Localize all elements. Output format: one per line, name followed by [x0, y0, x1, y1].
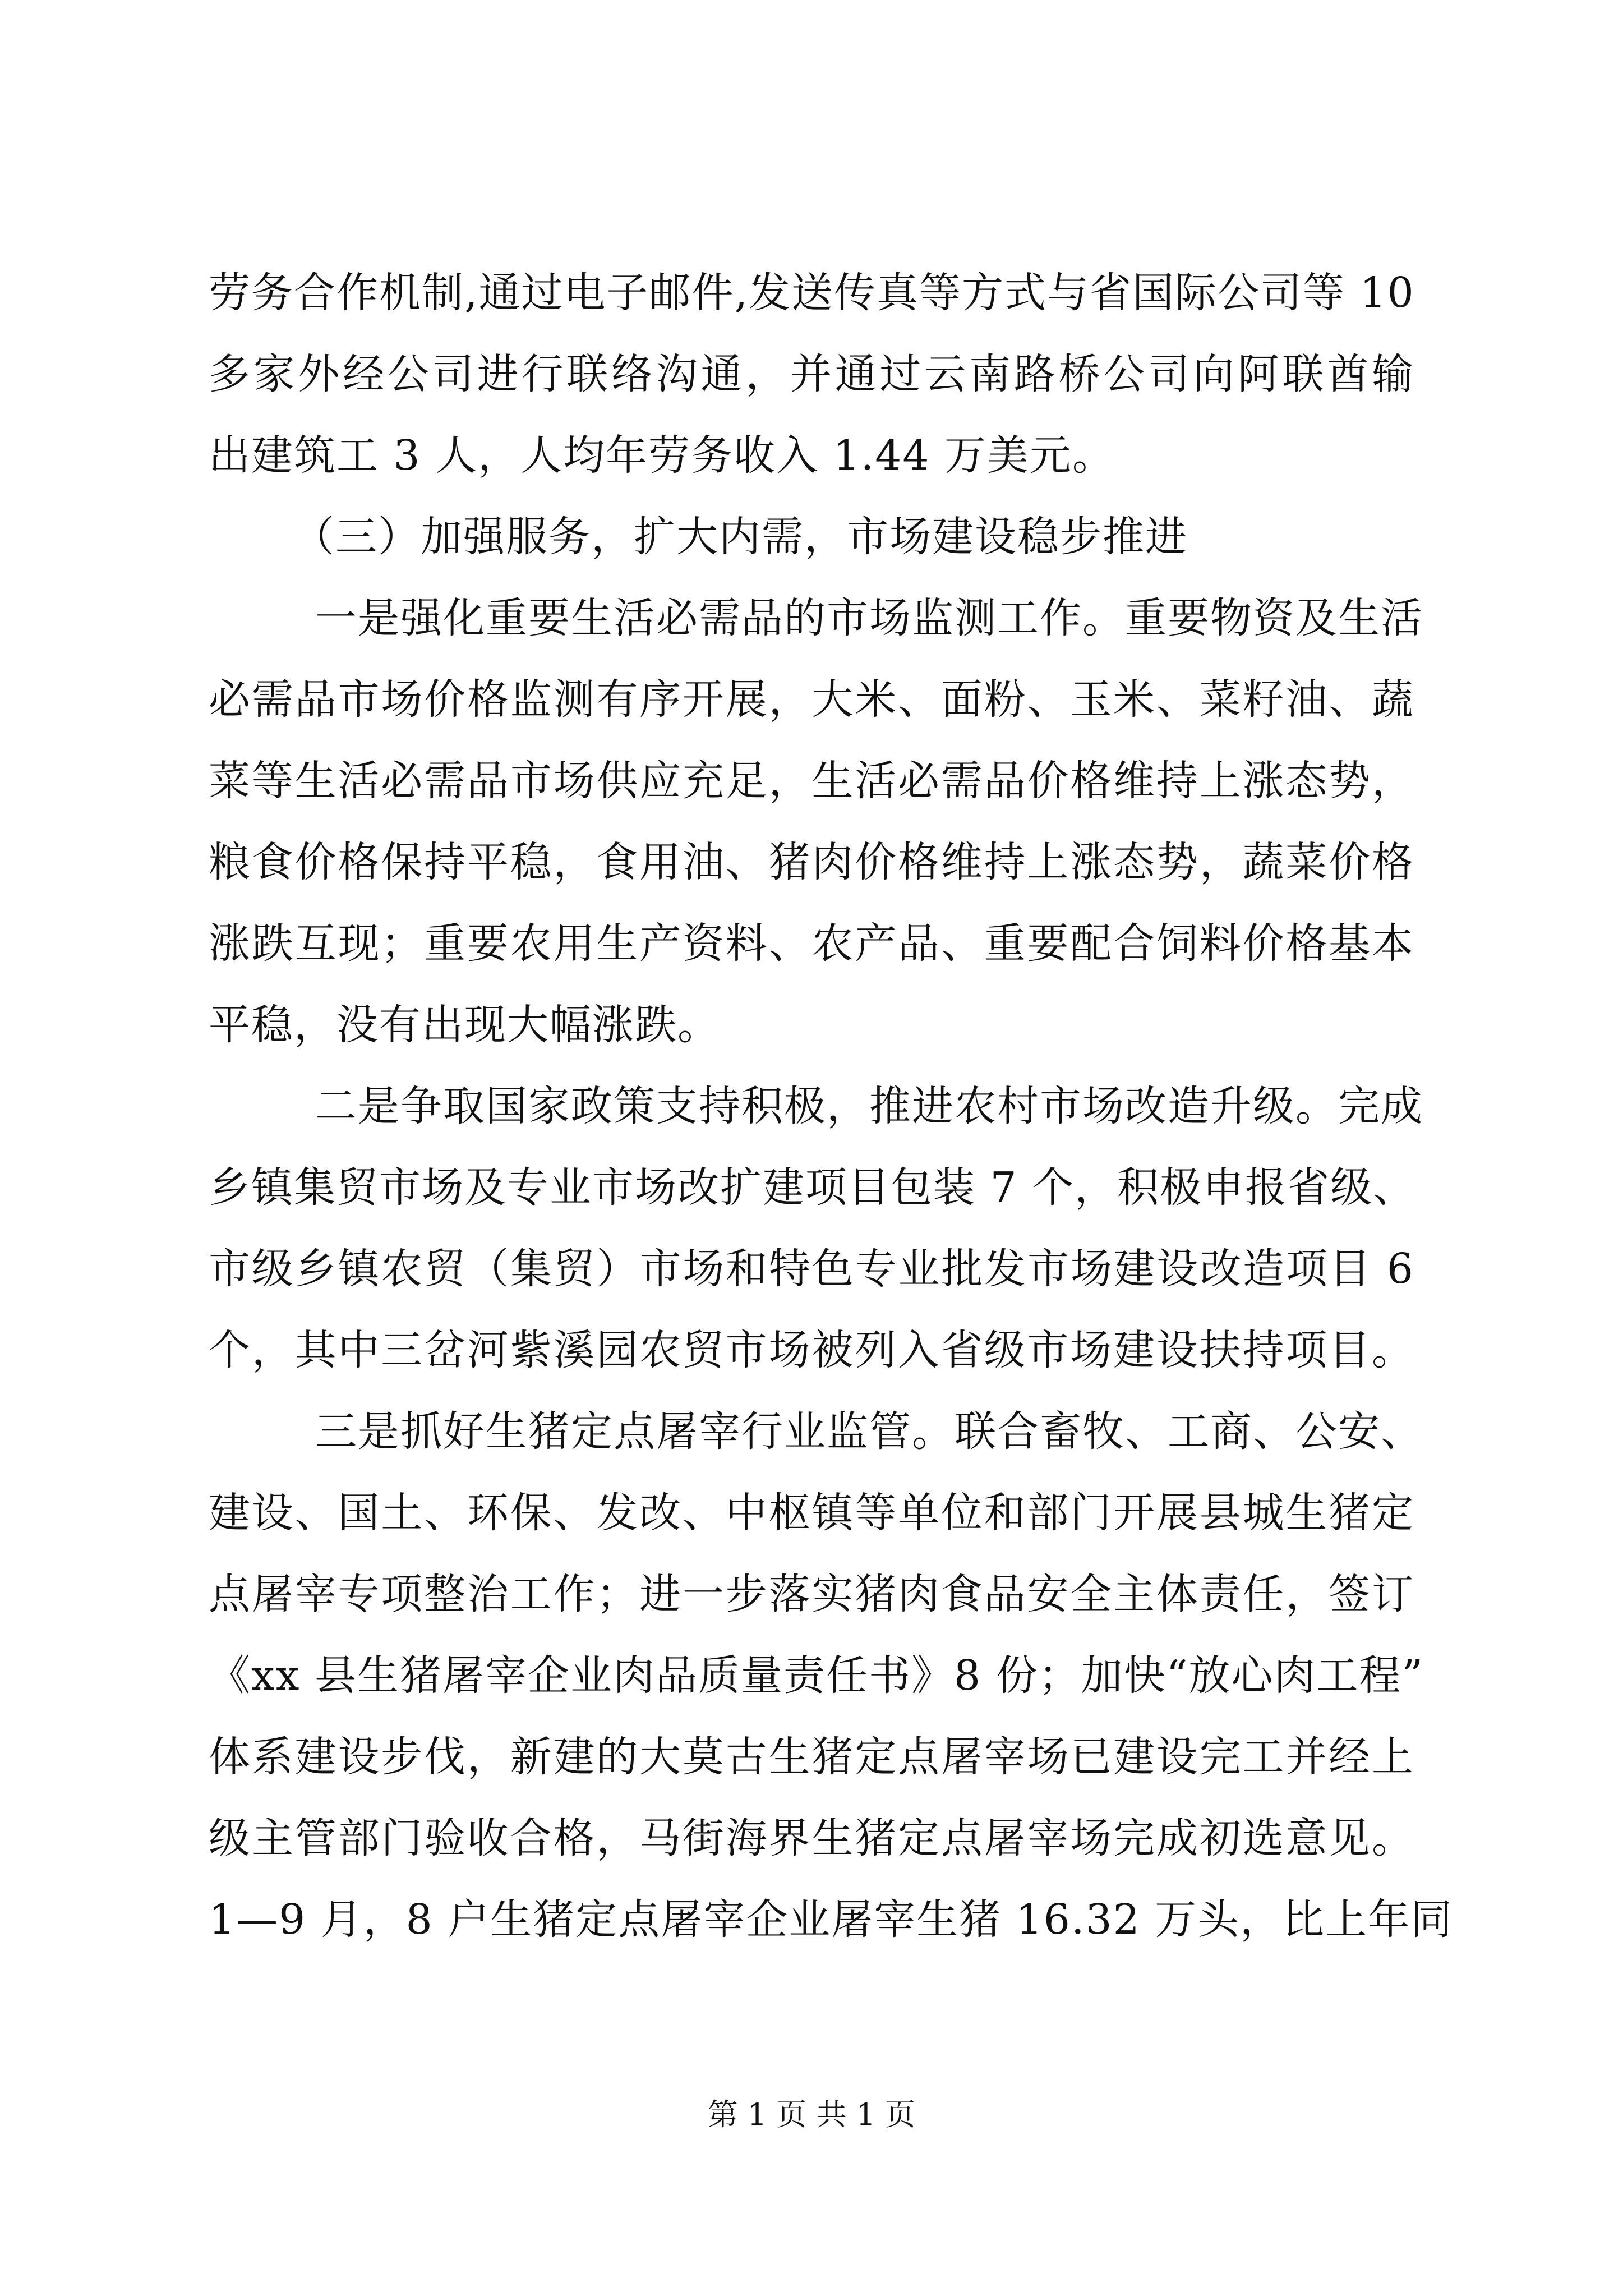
paragraph-line: 《xx 县生猪屠宰企业肉品质量责任书》8 份；加快“放心肉工程” [209, 1651, 1424, 1700]
paragraph-line: 菜等生活必需品市场供应充足，生活必需品价格维持上涨态势， [209, 757, 1414, 805]
paragraph-line: 点屠宰专项整治工作；进一步落实猪肉食品安全主体责任，签订 [209, 1570, 1414, 1618]
paragraph-line: 建设、国土、环保、发改、中枢镇等单位和部门开展县城生猪定 [209, 1489, 1414, 1537]
paragraph-line: 三是抓好生猪定点屠宰行业监管。联合畜牧、工商、公安、 [315, 1407, 1423, 1456]
section-heading: （三）加强服务，扩大内需，市场建设稳步推进 [293, 513, 1188, 561]
paragraph-line: 多家外经公司进行联络沟通，并通过云南路桥公司向阿联酋输 [209, 350, 1414, 398]
paragraph-line: 平稳，没有出现大幅涨跌。 [209, 1001, 720, 1049]
paragraph-line: 必需品市场价格监测有序开展，大米、面粉、玉米、菜籽油、蔬 [209, 675, 1414, 724]
document-body [209, 252, 1454, 1961]
paragraph-line: 劳务合作机制,通过电子邮件,发送传真等方式与省国际公司等 10 [209, 269, 1415, 317]
paragraph-line: 乡镇集贸市场及专业市场改扩建项目包装 7 个，积极申报省级、 [209, 1163, 1416, 1212]
paragraph-line: 1—9 月，8 户生猪定点屠宰企业屠宰生猪 16.32 万头，比上年同 [209, 1895, 1454, 1944]
paragraph-line: 出建筑工 3 人，人均年劳务收入 1.44 万美元。 [209, 431, 1115, 480]
paragraph-line: 涨跌互现；重要农用生产资料、农产品、重要配合饲料价格基本 [209, 919, 1414, 968]
paragraph-line: 粮食价格保持平稳，食用油、猪肉价格维持上涨态势，蔬菜价格 [209, 838, 1414, 886]
paragraph-line: 二是争取国家政策支持积极，推进农村市场改造升级。完成 [315, 1082, 1423, 1130]
paragraph-line: 个，其中三岔河紫溪园农贸市场被列入省级市场建设扶持项目。 [209, 1326, 1414, 1374]
paragraph-line: 体系建设步伐，新建的大莫古生猪定点屠宰场已建设完工并经上 [209, 1733, 1414, 1781]
paragraph-line: 一是强化重要生活必需品的市场监测工作。重要物资及生活 [315, 594, 1423, 642]
paragraph-line: 级主管部门验收合格，马街海界生猪定点屠宰场完成初选意见。 [209, 1814, 1414, 1862]
page-number-footer: 第 1 页 共 1 页 [707, 2097, 916, 2132]
paragraph-line: 市级乡镇农贸（集贸）市场和特色专业批发市场建设改造项目 6 [209, 1245, 1414, 1293]
